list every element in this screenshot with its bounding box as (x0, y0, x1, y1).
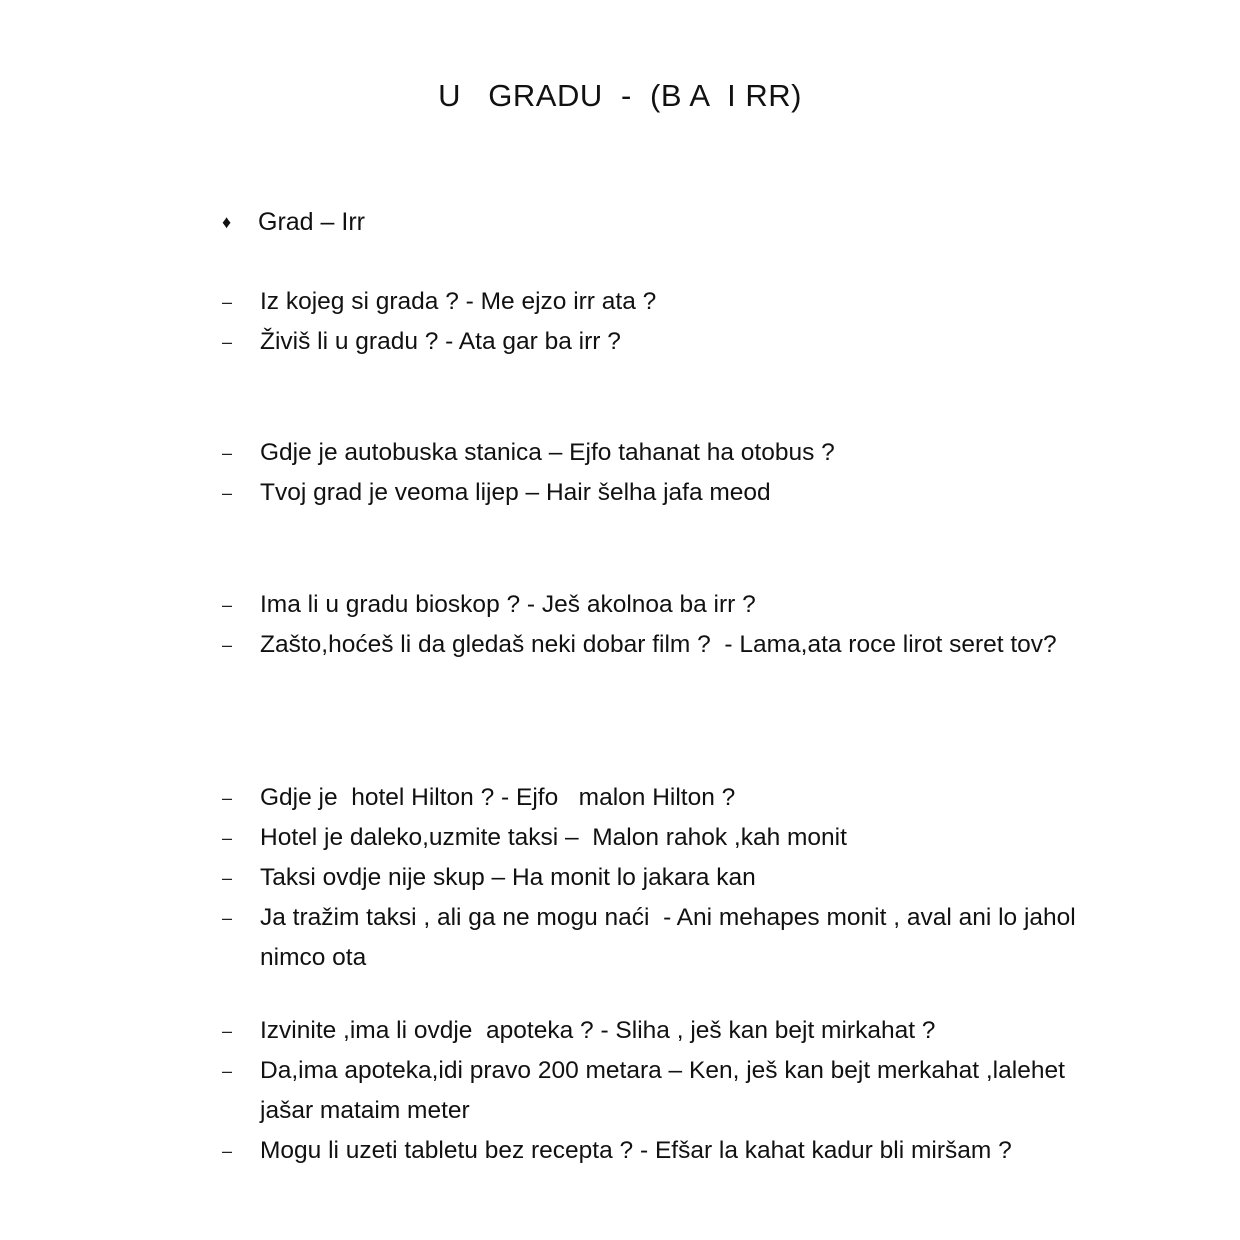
dash-bullet-icon: – (222, 292, 233, 312)
list-item (222, 1011, 1122, 1051)
list-item (222, 1051, 1122, 1131)
diamond-bullet-icon: ♦ (222, 212, 232, 232)
list-item (222, 858, 1122, 898)
section-heading (222, 208, 365, 237)
phrase-group-2 (222, 433, 1122, 513)
dash-bullet-icon: – (222, 828, 233, 848)
page-title: U GRADU - (B A I RR) (438, 78, 802, 113)
list-item (222, 433, 1122, 473)
list-item-text: Da,ima apoteka,idi pravo 200 metara – Ken, ješ kan bejt merkahat ,lalehet jašar mataim meter (260, 1057, 1072, 1124)
list-item (222, 585, 1122, 625)
list-item-text: Gdje je autobuska stanica – Ejfo tahanat ha otobus ? (260, 439, 835, 466)
list-item-text: Hotel je daleko,uzmite taksi – Malon rahok ,kah monit (260, 824, 847, 851)
list-item-text: Mogu li uzeti tabletu bez recepta ? - Efšar la kahat kadur bli miršam ? (260, 1137, 1012, 1164)
list-item-text: Taksi ovdje nije skup – Ha monit lo jakara kan (260, 864, 756, 891)
list-item-text: Izvinite ,ima li ovdje apoteka ? - Sliha , ješ kan bejt mirkahat ? (260, 1017, 936, 1044)
list-item (222, 898, 1122, 978)
dash-bullet-icon: – (222, 788, 233, 808)
list-item (222, 322, 1122, 362)
dash-bullet-icon: – (222, 1021, 233, 1041)
list-item (222, 818, 1122, 858)
dash-bullet-icon: – (222, 635, 233, 655)
list-item-text: Gdje je hotel Hilton ? - Ejfo malon Hilton ? (260, 784, 736, 811)
dash-bullet-icon: – (222, 1141, 233, 1161)
list-item-text: Ja tražim taksi , ali ga ne mogu naći - Ani mehapes monit , aval ani lo jahol nimco ota (260, 904, 1083, 971)
list-item (222, 282, 1122, 322)
list-item-text: Ima li u gradu bioskop ? - Ješ akolnoa ba irr ? (260, 591, 756, 618)
dash-bullet-icon: – (222, 908, 233, 928)
dash-bullet-icon: – (222, 868, 233, 888)
list-item-text: Tvoj grad je veoma lijep – Hair šelha jafa meod (260, 479, 771, 506)
dash-bullet-icon: – (222, 1061, 233, 1081)
list-item (222, 473, 1122, 513)
phrase-group-4 (222, 778, 1122, 978)
list-item-text: Živiš li u gradu ? - Ata gar ba irr ? (260, 328, 621, 355)
phrase-group-3 (222, 585, 1122, 665)
list-item (222, 778, 1122, 818)
dash-bullet-icon: – (222, 483, 233, 503)
dash-bullet-icon: – (222, 595, 233, 615)
list-item-text: Iz kojeg si grada ? - Me ejzo irr ata ? (260, 288, 657, 315)
list-item-text: Zašto,hoćeš li da gledaš neki dobar film ? - Lama,ata roce lirot seret tov? (260, 631, 1057, 658)
section-heading-text: Grad – Irr (258, 208, 365, 236)
list-item (222, 625, 1122, 665)
phrase-group-5 (222, 1011, 1122, 1171)
phrase-group-1 (222, 282, 1122, 362)
dash-bullet-icon: – (222, 443, 233, 463)
list-item (222, 1131, 1122, 1171)
dash-bullet-icon: – (222, 332, 233, 352)
